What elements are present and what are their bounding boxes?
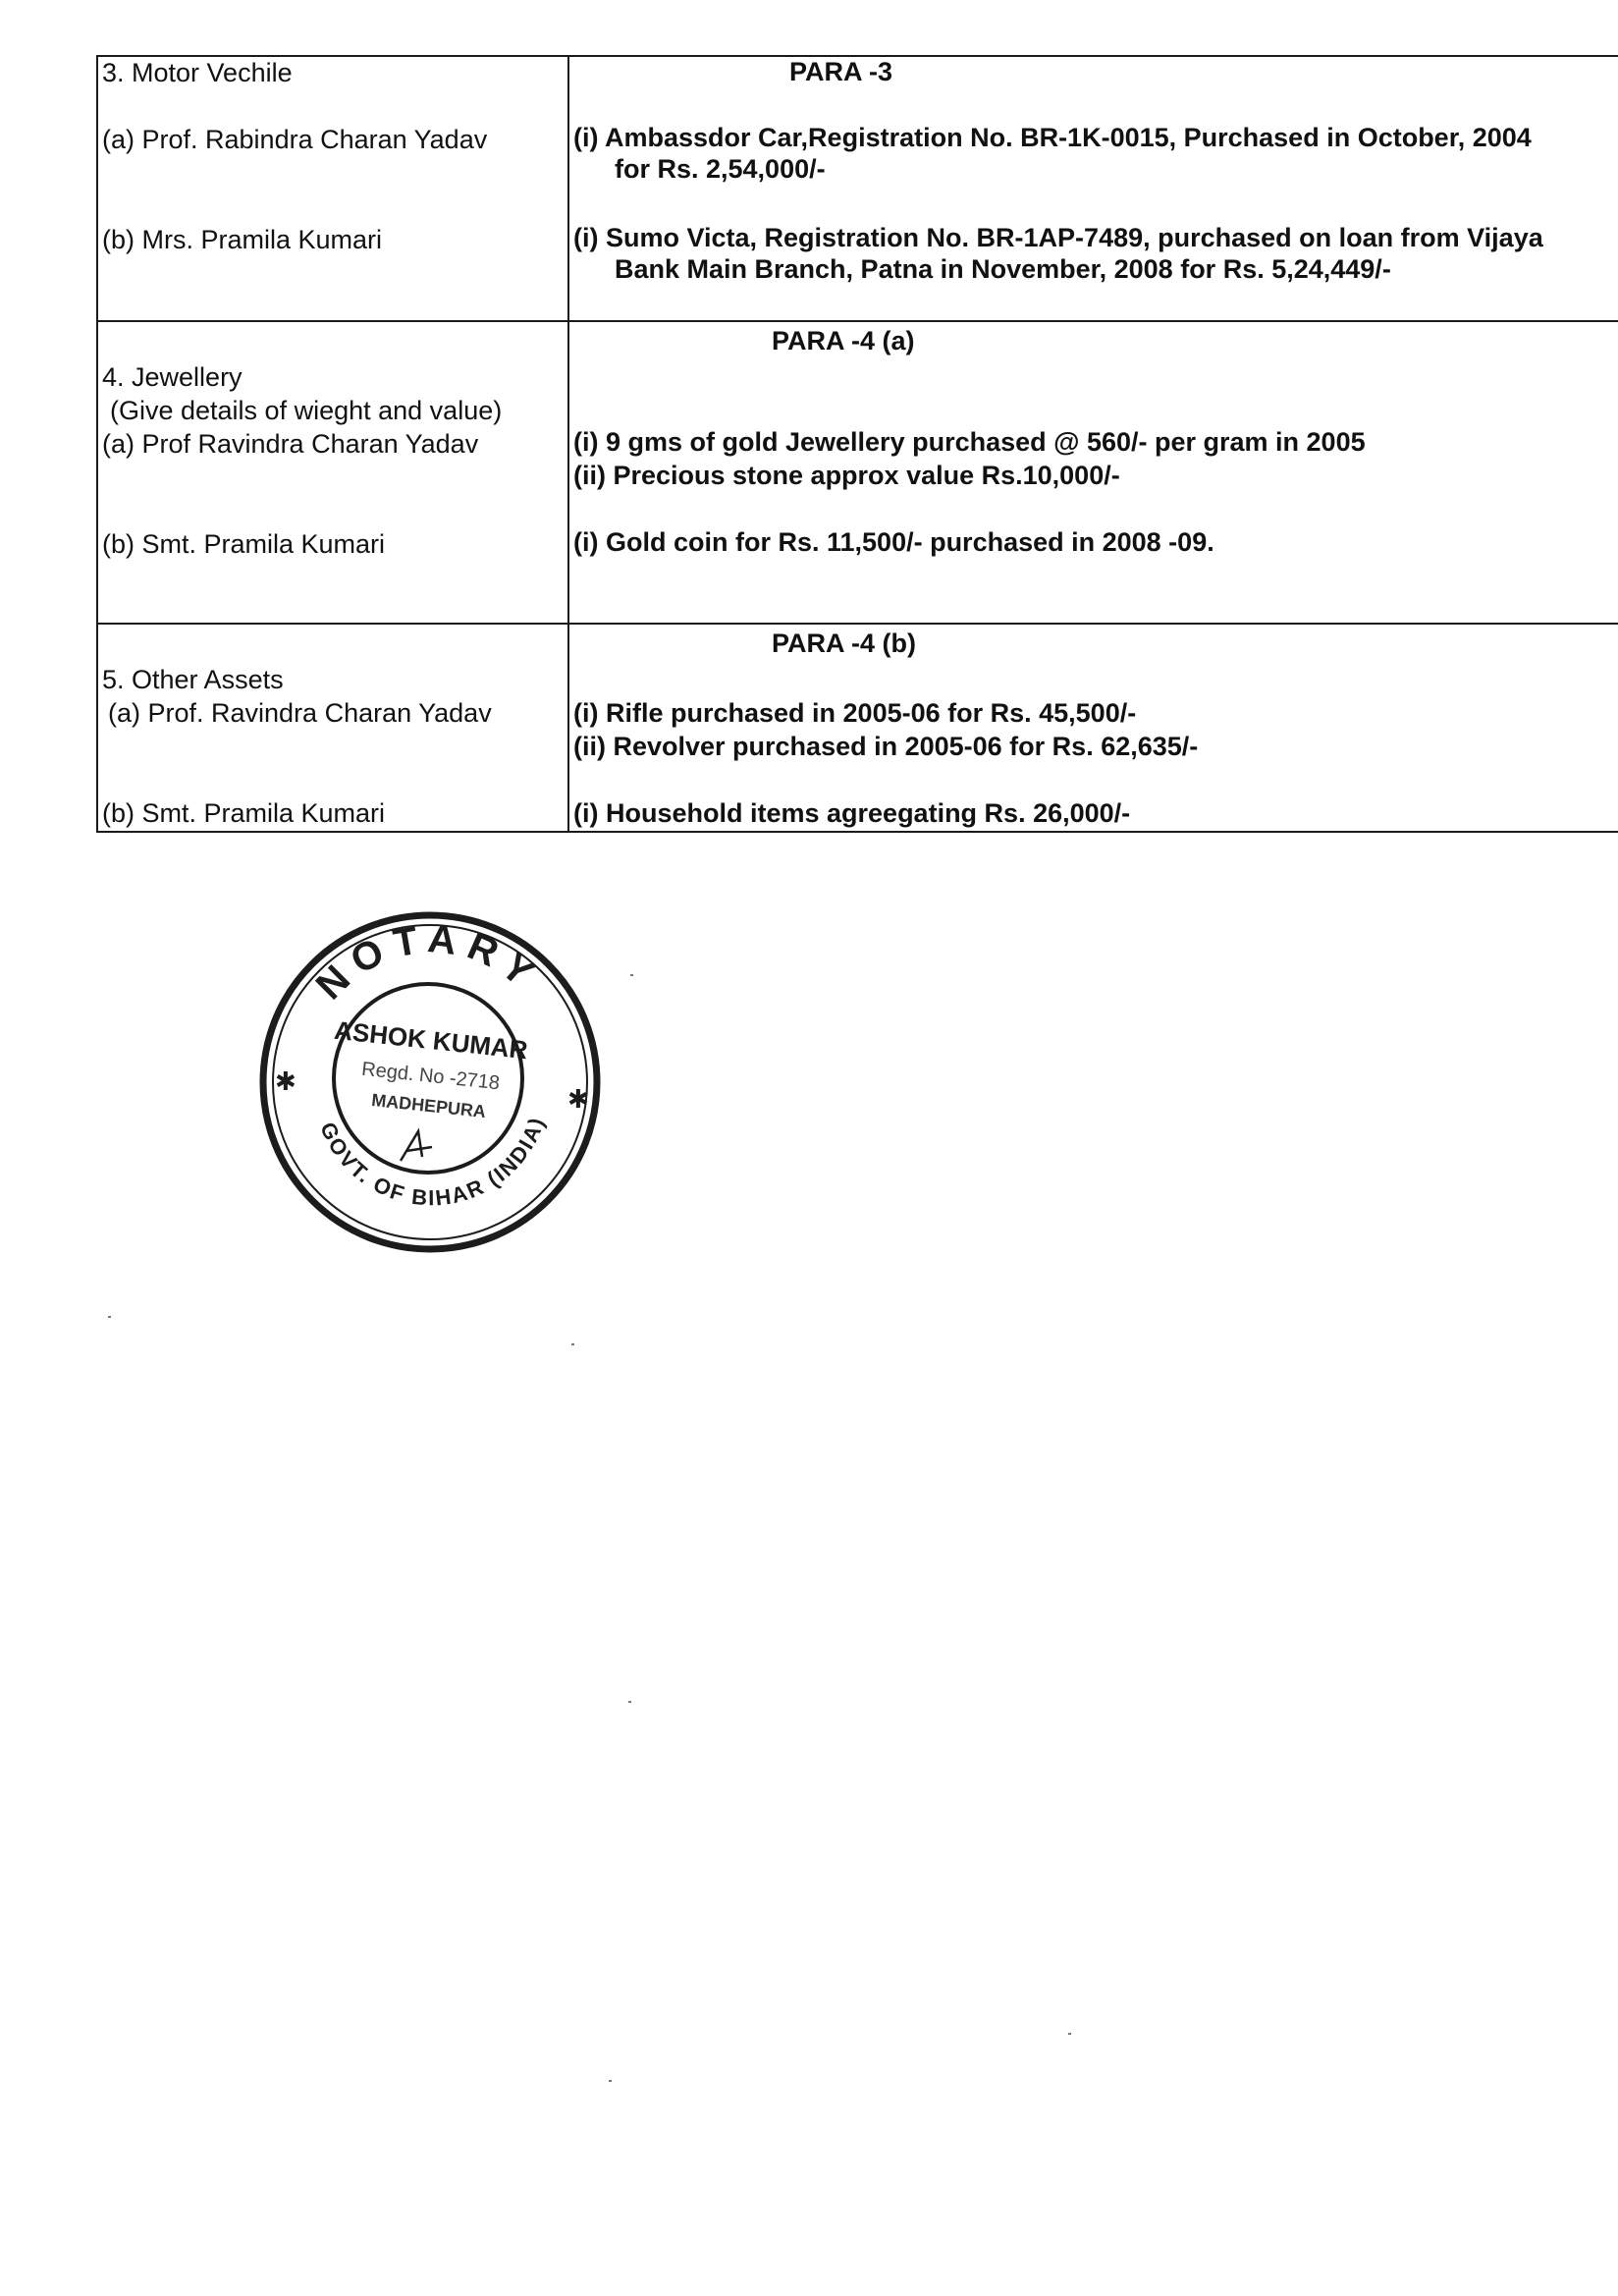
section-heading: 5. Other Assets <box>102 665 284 694</box>
section-details-cell <box>568 56 1618 321</box>
star-icon: ✱ <box>275 1066 297 1096</box>
detail-line: Bank Main Branch, Patna in November, 2008 for Rs. 5,24,449/- <box>615 254 1391 284</box>
person-name: (b) Mrs. Pramila Kumari <box>102 225 383 254</box>
scan-speck <box>108 1316 111 1318</box>
para-reference: PARA -4 (a) <box>772 326 915 355</box>
person-name: (a) Prof Ravindra Charan Yadav <box>102 429 479 459</box>
stamp-bottom-text: GOVT. OF BIHAR (INDIA) <box>315 1113 550 1211</box>
detail-line: (ii) Revolver purchased in 2005-06 for Rs. 62,635/- <box>573 732 1199 761</box>
stamp-regd: Regd. No -2718 <box>360 1058 501 1095</box>
stamp-place: MADHEPURA <box>370 1089 487 1122</box>
section-heading: 4. Jewellery <box>102 362 243 392</box>
person-name: (a) Prof. Ravindra Charan Yadav <box>108 698 492 728</box>
detail-line: (i) Rifle purchased in 2005-06 for Rs. 45,500/- <box>573 698 1137 728</box>
section-label-cell <box>97 321 568 624</box>
table-row <box>97 56 1618 321</box>
para-reference: PARA -3 <box>789 57 893 86</box>
section-label-cell <box>97 624 568 832</box>
section-heading: 3. Motor Vechile <box>102 58 293 87</box>
scan-speck <box>630 974 633 976</box>
person-name: (b) Smt. Pramila Kumari <box>102 798 386 828</box>
notary-stamp <box>253 903 607 1257</box>
detail-line: (i) Ambassdor Car,Registration No. BR-1K-0015, Purchased in October, 2004 <box>573 123 1532 152</box>
scan-speck <box>571 1343 574 1345</box>
detail-line: (i) 9 gms of gold Jewellery purchased @ 560/- per gram in 2005 <box>573 427 1366 457</box>
person-name: (a) Prof. Rabindra Charan Yadav <box>102 125 488 154</box>
section-label-cell <box>97 56 568 321</box>
section-details-cell <box>568 624 1618 832</box>
person-name: (b) Smt. Pramila Kumari <box>102 529 386 559</box>
scan-speck <box>1068 2033 1071 2035</box>
stamp-signature-mark <box>401 1131 432 1161</box>
detail-line: (i) Household items agreegating Rs. 26,000/- <box>573 798 1131 828</box>
detail-line: (i) Sumo Victa, Registration No. BR-1AP-7489, purchased on loan from Vijaya <box>573 223 1543 252</box>
stamp-top-text: NOTARY <box>307 916 549 1009</box>
detail-line: (ii) Precious stone approx value Rs.10,000/- <box>573 461 1120 490</box>
scan-speck <box>628 1701 631 1703</box>
section-details-cell <box>568 321 1618 624</box>
assets-table <box>96 55 1618 833</box>
detail-line: (i) Gold coin for Rs. 11,500/- purchased in 2008 -09. <box>573 527 1214 557</box>
scan-speck <box>609 2080 612 2082</box>
stamp-name: ASHOK KUMAR <box>332 1014 529 1066</box>
para-reference: PARA -4 (b) <box>772 629 916 658</box>
detail-line: for Rs. 2,54,000/- <box>615 154 826 184</box>
table-row <box>97 624 1618 832</box>
table-row <box>97 321 1618 624</box>
star-icon: ✱ <box>567 1084 589 1114</box>
section-subheading: (Give details of wieght and value) <box>110 396 503 425</box>
